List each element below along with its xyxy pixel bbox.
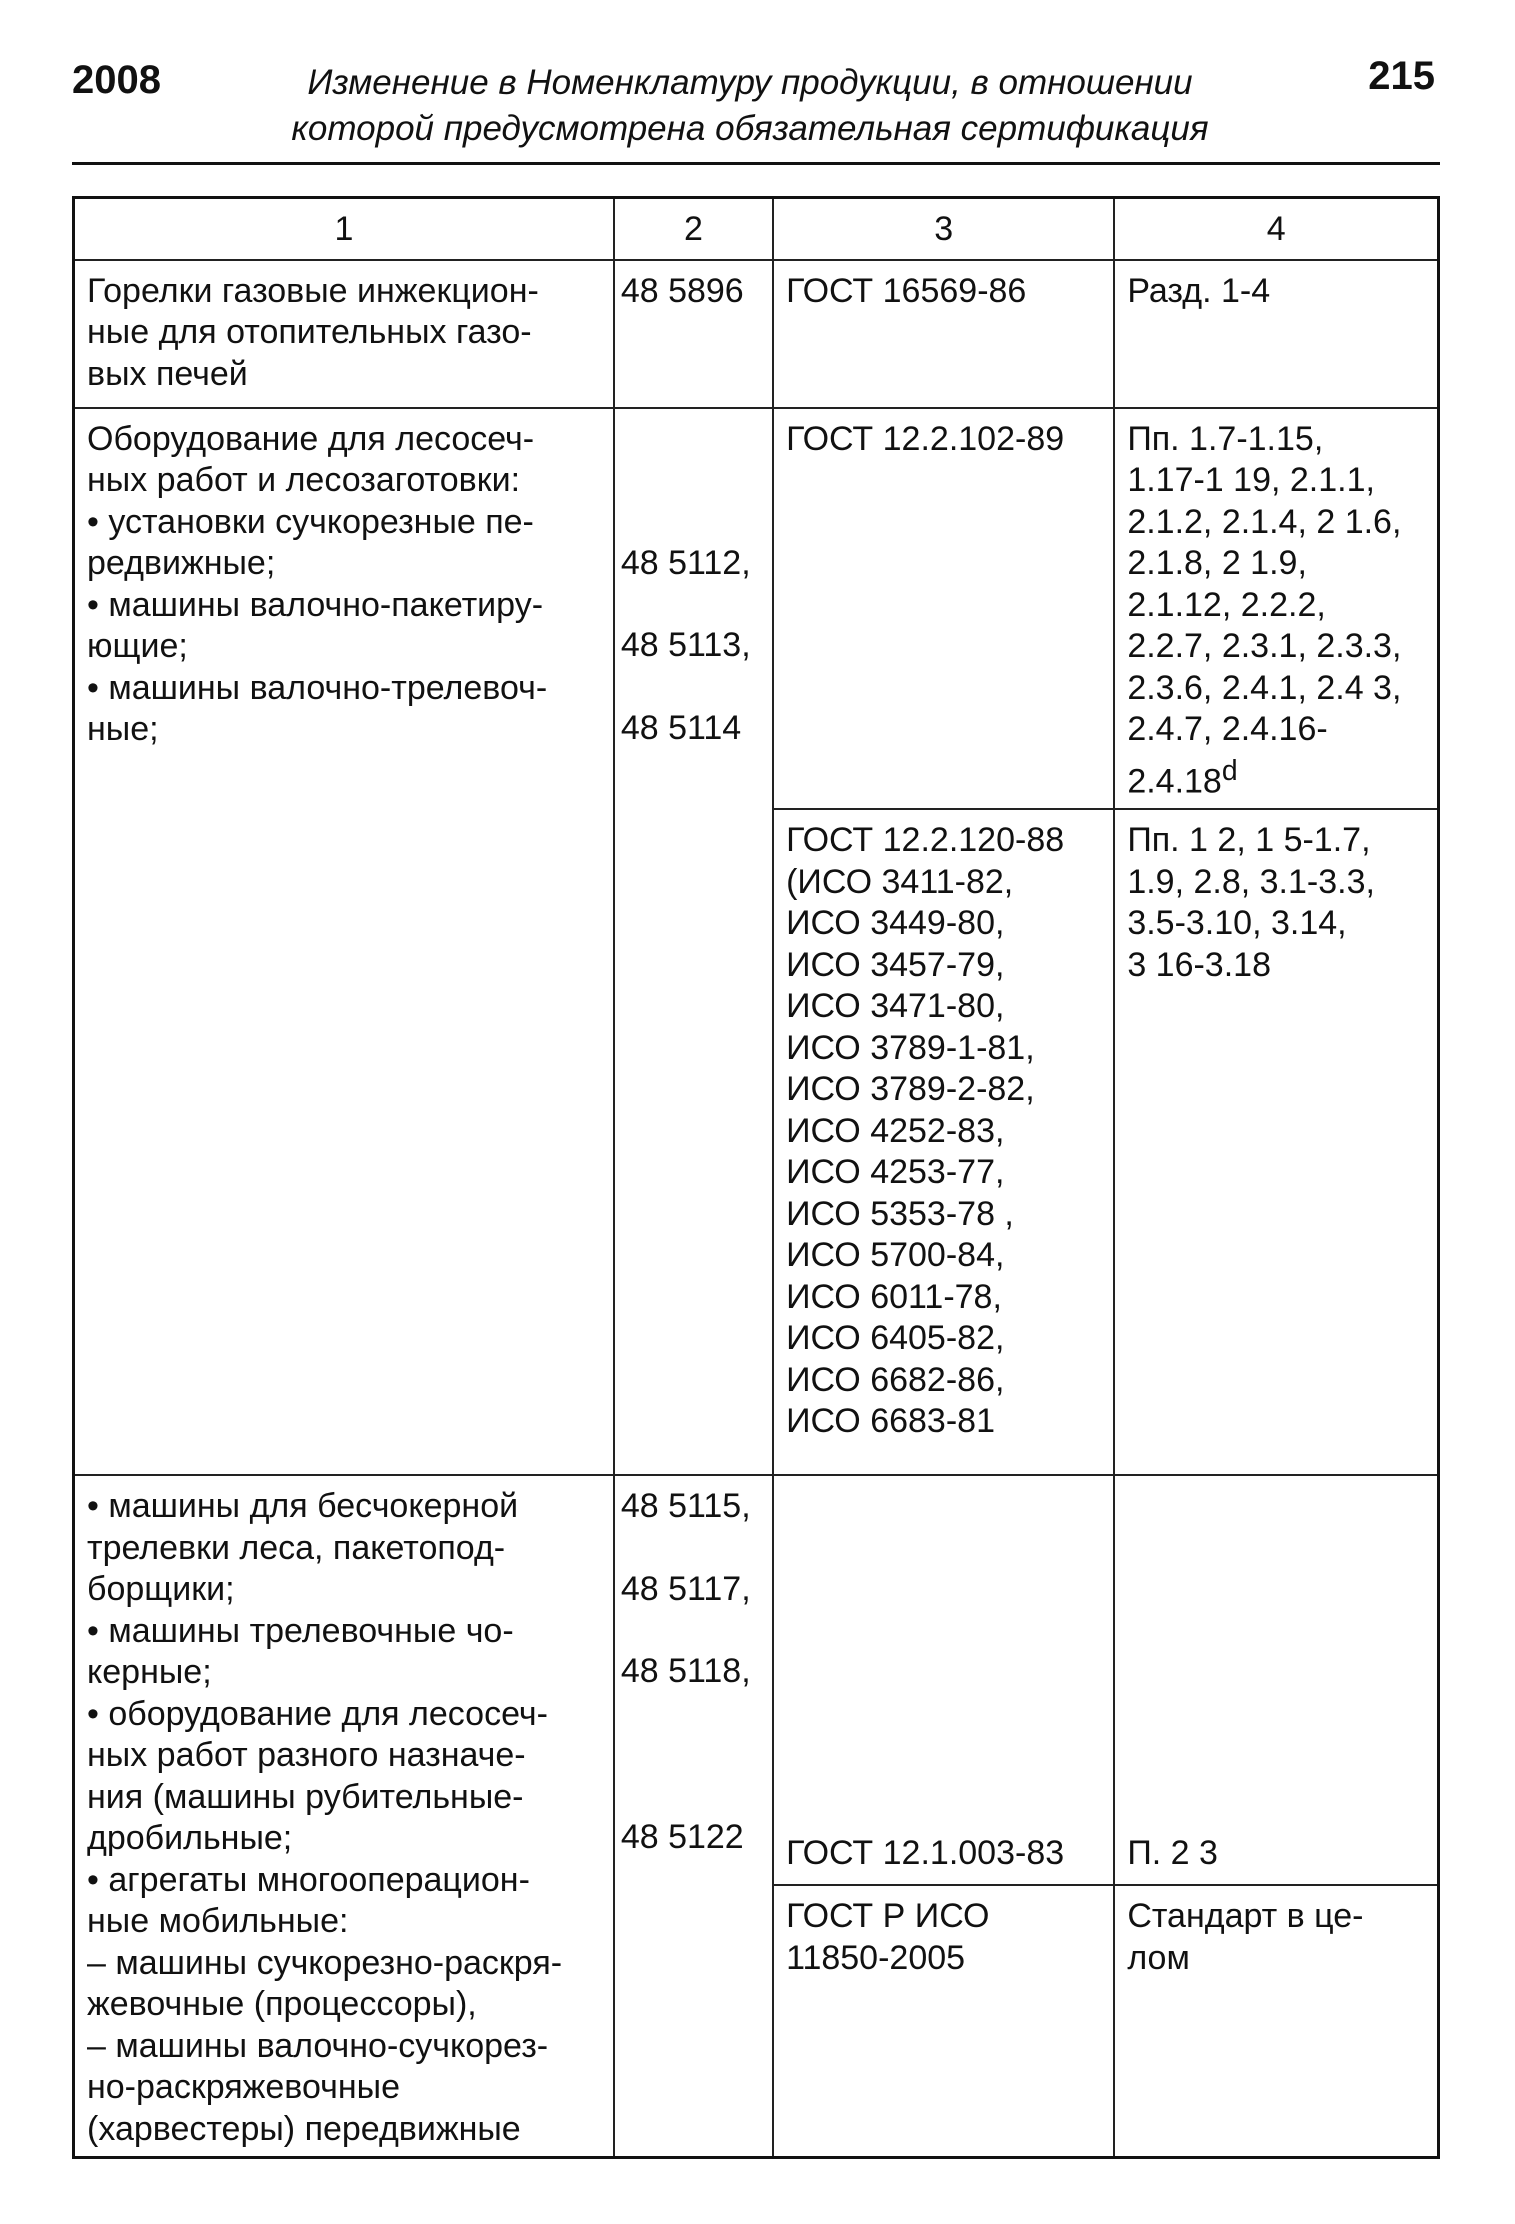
standard-cell: ГОСТ 16569-86 <box>773 260 1114 408</box>
product-name-cell <box>74 260 614 408</box>
column-header-3: 3 <box>773 198 1114 260</box>
clauses-cell <box>1114 809 1438 1475</box>
spacer <box>621 1693 768 1817</box>
header-rule <box>72 162 1440 165</box>
spacer <box>621 584 768 625</box>
standard-cell <box>773 809 1114 1475</box>
product-code: 48 5114 <box>620 708 742 747</box>
table-row <box>74 1475 1439 1885</box>
product-name-text: Горелки газовые инжекцион- ные для отопительных газо- вых печей <box>87 271 539 393</box>
product-name-cell <box>74 1475 614 2158</box>
product-code-cell: 48 5896 <box>614 260 773 408</box>
column-header-2: 2 <box>614 198 773 260</box>
footnote-mark: d <box>1221 754 1238 787</box>
standard-cell: ГОСТ 12.2.102-89 <box>773 408 1114 810</box>
standard-cell <box>773 1475 1114 1885</box>
column-header-1: 1 <box>74 198 614 260</box>
standard-text: ГОСТ Р ИСО 11850-2005 <box>786 1897 990 1977</box>
table-row <box>74 408 1439 810</box>
clauses-text: Стандарт в це- лом <box>1127 1897 1364 1977</box>
clauses-cell <box>1114 1885 1438 2158</box>
standard-cell <box>773 1885 1114 2158</box>
product-code: 48 5113, <box>620 626 751 664</box>
clauses-cell <box>1114 1475 1438 1885</box>
clauses-cell <box>1114 408 1438 810</box>
clauses-cell: Разд. 1-4 <box>1114 260 1438 408</box>
table-header-row <box>74 198 1439 260</box>
product-code: 48 5115, <box>620 1487 751 1526</box>
column-header-4: 4 <box>1114 198 1438 260</box>
clauses-text: Пп. 1 2, 1 5-1.7, 1.9, 2.8, 3.1-3.3, 3.5-3.10, 3.14, 3 16-3.18 <box>1127 821 1375 984</box>
product-name-cell <box>74 408 614 1476</box>
spacer <box>621 1528 768 1569</box>
page-title-line-1: Изменение в Номенклатуру продукции, в отношении <box>307 63 1193 102</box>
product-code: 48 5117, <box>620 1569 751 1608</box>
clauses-text: П. 2 3 <box>1127 1833 1218 1872</box>
spacer <box>621 419 768 543</box>
product-code: 48 5118, <box>620 1652 751 1691</box>
spacer <box>621 1610 768 1651</box>
standard-text: ГОСТ 12.1.003-83 <box>786 1833 1065 1872</box>
clauses-text: Пп. 1.7-1.15, 1.17-1 19, 2.1.1, 2.1.2, 2.1.4, 2 1.6, 2.1.8, 2 1.9, 2.1.12, 2.2.2, 2.2.7, 2.3.1, 2.3.3, 2.3.6, 2.4.1, 2.4 3, 2.4.7, 2.4.16- 2.4.18 <box>1127 419 1402 800</box>
product-code-cell <box>614 1475 773 2158</box>
product-code-cell <box>614 408 773 1476</box>
page-title-line-2: которой предусмотрена обязательная сертификация <box>291 109 1209 148</box>
product-code: 48 5122 <box>620 1817 744 1856</box>
standard-text: ГОСТ 12.2.120-88 (ИСО 3411-82, ИСО 3449-80, ИСО 3457-79, ИСО 3471-80, ИСО 3789-1-81, ИСО 3789-2-82, ИСО 4252-83, ИСО 4253-77, ИСО 5353-78 , ИСО 5700-84, ИСО 6011-78, ИСО 6405-82, ИСО 6682-86, ИСО 6683-81 <box>786 821 1065 1441</box>
page-number: 215 <box>1368 54 1435 98</box>
product-name-text: Оборудование для лесосеч- ных работ и лесозаготовки: • установки сучкорезные пе- редвижные; • машины валочно-пакетиру- ющие; • машины валочно-трелевоч- ные; <box>87 419 548 748</box>
certification-table <box>72 196 1440 2159</box>
page-title <box>200 60 1300 152</box>
product-name-text: • машины для бесчокерной трелевки леса, пакетопод- борщики; • машины трелевочные чо- керные; • оборудование для лесосеч- ных работ разного назначе- ния (машины рубительные- дробильные; • агрегаты многооперацион- ные мобильные: – машины сучкорезно-раскря- жевочные (процессоры), – машины валочно-сучкорез- но-раскряжевочные (харвестеры) передвижные <box>87 1487 563 2148</box>
spacer <box>621 667 768 708</box>
table-row <box>74 260 1439 408</box>
product-code: 48 5112, <box>620 543 751 582</box>
page-year: 2008 <box>72 58 161 102</box>
